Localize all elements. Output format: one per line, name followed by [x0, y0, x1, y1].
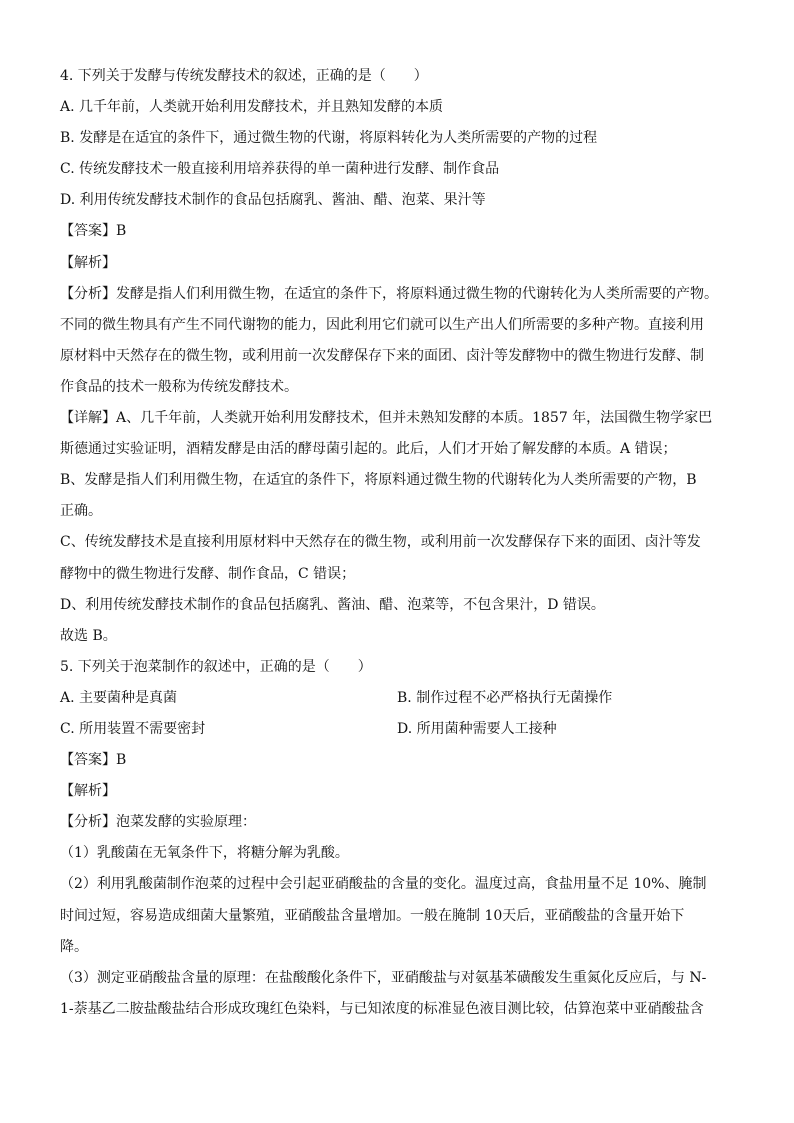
analysis-line: 时间过短，容易造成细菌大量繁殖，亚硝酸盐含量增加。一般在腌制 10天后，亚硝酸盐的含量开始下	[60, 907, 685, 924]
q5-options-row-2	[60, 715, 750, 746]
analysis-line: B、发酵是指人们利用微生物，在适宜的条件下，将原料通过微生物的代谢转化为人类所需要的产物，B	[60, 472, 697, 489]
q5-option-d: D. 所用菌种需要人工接种	[397, 720, 557, 737]
q4-answer: 【答案】B	[60, 223, 127, 240]
q4-option-c: C. 传统发酵技术一般直接利用培养获得的单一菌种进行发酵、制作食品	[60, 161, 500, 178]
document-page	[60, 62, 750, 1026]
analysis-line: 故选 B。	[60, 627, 117, 644]
analysis-line: （2）利用乳酸菌制作泡菜的过程中会引起亚硝酸盐的含量的变化。温度过高，食盐用量不足 10%、腌制	[60, 876, 707, 893]
analysis-line: （3）测定亚硝酸盐含量的原理：在盐酸酸化条件下，亚硝酸盐与对氨基苯磺酸发生重氮化反应后，与 N-	[60, 969, 707, 986]
q4-analysis-heading: 【解析】	[60, 254, 116, 271]
analysis-line: 原材料中天然存在的微生物，或利用前一次发酵保存下来的面团、卤汁等发酵物中的微生物进行发酵、制	[60, 347, 704, 364]
q4-option-d: D. 利用传统发酵技术制作的食品包括腐乳、酱油、醋、泡菜、果汁等	[60, 192, 486, 209]
q5-answer: 【答案】B	[60, 752, 127, 769]
q5-option-c: C. 所用装置不需要密封	[60, 720, 206, 737]
analysis-line: 【分析】发酵是指人们利用微生物，在适宜的条件下，将原料通过微生物的代谢转化为人类所需要的产物。	[60, 285, 718, 302]
q4-option-b: B. 发酵是在适宜的条件下，通过微生物的代谢，将原料转化为人类所需要的产物的过程	[60, 130, 598, 147]
q5-option-b: B. 制作过程不必严格执行无菌操作	[397, 689, 613, 706]
analysis-line: 降。	[60, 938, 88, 955]
q5-stem: 5. 下列关于泡菜制作的叙述中，正确的是（ ）	[60, 658, 372, 675]
q5-option-a: A. 主要菌种是真菌	[60, 689, 178, 706]
analysis-line: 斯德通过实验证明，酒精发酵是由活的酵母菌引起的。此后，人们才开始了解发酵的本质。A 错误；	[60, 441, 677, 458]
analysis-line: 酵物中的微生物进行发酵、制作食品，C 错误；	[60, 565, 356, 582]
q5-analysis	[60, 808, 750, 1026]
q5-analysis-heading: 【解析】	[60, 783, 116, 800]
analysis-line: 【详解】A、几千年前，人类就开始利用发酵技术，但并未熟知发酵的本质。1857 年，法国微生物学家巴	[60, 410, 713, 427]
q4-stem: 4. 下列关于发酵与传统发酵技术的叙述，正确的是（ ）	[60, 68, 428, 84]
analysis-line: 1-萘基乙二胺盐酸盐结合形成玫瑰红色染料，与已知浓度的标准显色液目测比较，估算泡菜中亚硝酸盐含	[60, 1000, 704, 1017]
analysis-line: （1）乳酸菌在无氧条件下，将糖分解为乳酸。	[60, 845, 349, 862]
analysis-line: 作食品的技术一般称为传统发酵技术。	[60, 378, 298, 395]
q5-options-row-1	[60, 684, 750, 715]
analysis-line: D、利用传统发酵技术制作的食品包括腐乳、酱油、醋、泡菜等，不包含果汁，D 错误。	[60, 596, 605, 613]
q4-analysis	[60, 280, 750, 653]
analysis-line: C、传统发酵技术是直接利用原材料中天然存在的微生物，或利用前一次发酵保存下来的面团、卤汁等发	[60, 534, 701, 551]
analysis-line: 正确。	[60, 503, 102, 520]
q4-option-a: A. 几千年前，人类就开始利用发酵技术，并且熟知发酵的本质	[60, 99, 444, 116]
analysis-line: 【分析】泡菜发酵的实验原理：	[60, 814, 256, 831]
analysis-line: 不同的微生物具有产生不同代谢物的能力，因此利用它们就可以生产出人们所需要的多种产物。直接利用	[60, 316, 704, 333]
